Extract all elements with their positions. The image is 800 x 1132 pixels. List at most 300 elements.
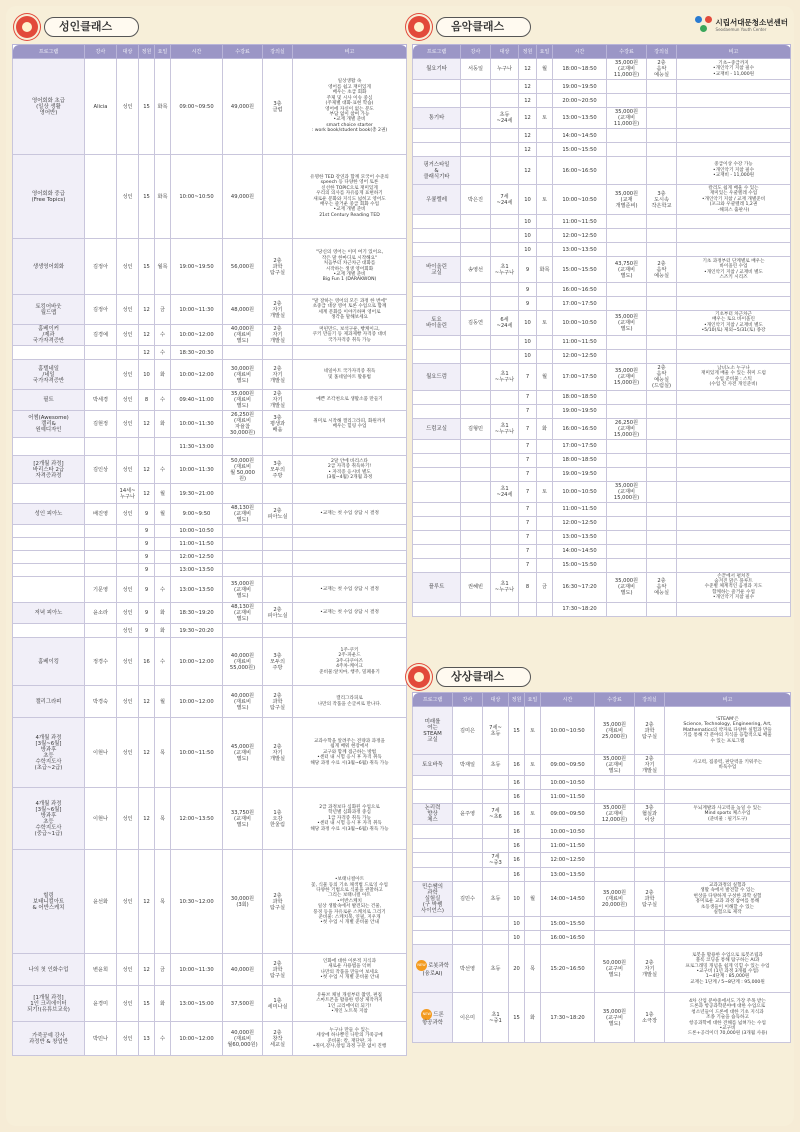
cell-target <box>117 538 139 551</box>
cell-program: 플루트 <box>413 572 461 602</box>
cell-day: 토 <box>525 707 541 755</box>
cell-teacher: 김미은 <box>453 707 483 755</box>
imagination-class-table <box>412 692 791 1043</box>
cell-capacity: 12 <box>139 456 155 484</box>
cell-fee: 40,000원 <box>223 954 263 986</box>
cell-capacity: 16 <box>509 776 525 790</box>
cell-time: 19:30~20:20 <box>171 624 223 638</box>
cell-note <box>665 790 791 804</box>
cell-note <box>677 108 791 129</box>
table-row <box>413 257 791 283</box>
cell-fee: 50,000원 (교구비 별도) <box>595 945 635 993</box>
cell-time: 16:00~16:50 <box>553 418 607 439</box>
cell-time: 10:00~10:50 <box>171 155 223 239</box>
cell-room <box>647 243 677 257</box>
table-row <box>413 390 791 404</box>
cell-day: 수 <box>155 346 171 360</box>
cell-room <box>647 108 677 129</box>
center-logo <box>695 16 788 34</box>
cell-time: 10:00~12:00 <box>171 360 223 390</box>
cell-teacher <box>453 917 483 931</box>
cell-program <box>13 564 85 577</box>
cell-program: 토요 바이올린 <box>413 311 461 336</box>
cell-room <box>647 229 677 243</box>
table-row <box>413 931 791 945</box>
cell-target <box>483 931 509 945</box>
cell-teacher: 박민나 <box>85 1022 117 1056</box>
cell-day: 화 <box>155 624 171 638</box>
cell-note <box>677 530 791 544</box>
cell-note <box>677 439 791 453</box>
table-row <box>413 853 791 868</box>
cell-time: 15:00~15:50 <box>553 558 607 572</box>
cell-program <box>413 404 461 418</box>
cell-capacity: 12 <box>519 129 537 143</box>
table-row <box>413 825 791 839</box>
cell-target <box>491 439 519 453</box>
cell-teacher: 김동연 <box>461 311 491 336</box>
cell-program <box>413 439 461 453</box>
cell-note: 네일아트 국가자격증 취득 및 홈네일아트 활용법 <box>293 360 407 390</box>
cell-day: 토 <box>537 481 553 502</box>
cell-day <box>537 243 553 257</box>
table-row <box>13 986 407 1022</box>
cell-room: 2층 과학 탐구실 <box>635 707 665 755</box>
cell-teacher: 김형민 <box>461 418 491 439</box>
cell-fee: 35,000원 (교재비 15,000원) <box>607 481 647 502</box>
cell-time: 12:00~12:50 <box>541 853 595 868</box>
cell-room <box>263 438 293 456</box>
cell-room: 3층 클럽 <box>263 59 293 155</box>
cell-fee: 48,000원 <box>223 295 263 325</box>
cell-room <box>647 143 677 157</box>
cell-teacher <box>453 853 483 868</box>
adult-class-table <box>12 44 407 1056</box>
cell-room <box>263 538 293 551</box>
cell-program: 우쿨렐레 <box>413 185 461 215</box>
cell-program: 토킹어바웃 월드맵 <box>13 295 85 325</box>
cell-note <box>665 868 791 882</box>
cell-teacher <box>461 215 491 229</box>
cell-day: 수 <box>155 1022 171 1056</box>
cell-day: 수 <box>155 577 171 603</box>
cell-note: •교재는 첫 수업 상담 시 결정 <box>293 577 407 603</box>
cell-teacher: 정경수 <box>85 638 117 686</box>
cell-day <box>155 564 171 577</box>
cell-day <box>537 283 553 297</box>
cell-target: 성인 <box>117 686 139 718</box>
cell-room: 2층 과학 탐구실 <box>263 686 293 718</box>
cell-room <box>647 157 677 185</box>
cell-capacity: 16 <box>139 638 155 686</box>
cell-program: 월요드럼 <box>413 363 461 390</box>
cell-target: 성인 <box>117 155 139 239</box>
cell-time: 11:00~11:50 <box>553 215 607 229</box>
cell-day <box>537 349 553 363</box>
cell-teacher: 윤주영 <box>453 804 483 825</box>
cell-room <box>647 129 677 143</box>
table-row <box>13 360 407 390</box>
music-section-header <box>408 16 531 38</box>
cell-fee <box>607 516 647 530</box>
cell-capacity: 16 <box>509 790 525 804</box>
cell-capacity: 12 <box>139 411 155 438</box>
cell-day <box>537 143 553 157</box>
cell-fee <box>223 538 263 551</box>
cell-teacher <box>461 335 491 349</box>
cell-fee <box>595 917 635 931</box>
cell-day: 토 <box>537 108 553 129</box>
cell-note: 교과수학을 알려주는 전략과 과정을 쉽게 배워 현장에서 교구와 함께 접근하는 방법 •센터 내 시험 응시 후 자격 취득 해당 과정 수료 시(3월~6월) 취득 가능 <box>293 718 407 788</box>
cell-capacity: 7 <box>519 516 537 530</box>
cell-program: 통기타 <box>413 108 461 129</box>
cell-fee: 35,000원 (재료비 별도) <box>223 390 263 411</box>
cell-program <box>413 544 461 558</box>
cell-capacity: 12 <box>519 108 537 129</box>
cell-note: 칼리도 쉽게 배울 수 있는 재미있는 우쿨렐레 수업 •개인악기 지참 / 교재 개별준비 (포크와 우쿨렐레 1,2권 -해피스 출판사) <box>677 185 791 215</box>
cell-time: 10:00~11:30 <box>171 411 223 438</box>
cell-capacity: 16 <box>509 804 525 825</box>
cell-time: 17:30~18:20 <box>553 602 607 616</box>
cell-fee: 35,000원 (교재비 11,000원) <box>607 59 647 80</box>
cell-teacher <box>461 530 491 544</box>
cell-fee <box>607 243 647 257</box>
cell-fee <box>607 215 647 229</box>
cell-room: 2층 자기 개발실 <box>635 755 665 776</box>
cell-target: 7세 ~24세 <box>491 185 519 215</box>
table-row <box>13 504 407 525</box>
table-row <box>413 530 791 544</box>
cell-target: 성인 <box>117 360 139 390</box>
cell-capacity: 15 <box>139 986 155 1022</box>
table-row <box>13 577 407 603</box>
cell-fee: 26,250원 (재료비 자율참 30,000원) <box>223 411 263 438</box>
cell-room <box>647 297 677 311</box>
table-row <box>413 602 791 616</box>
cell-target <box>491 502 519 516</box>
cell-note <box>677 129 791 143</box>
cell-target <box>491 94 519 108</box>
cell-fee <box>607 129 647 143</box>
cell-target <box>117 551 139 564</box>
cell-capacity: 9 <box>139 624 155 638</box>
cell-teacher <box>461 453 491 467</box>
table-row <box>413 868 791 882</box>
cell-time: 10:00~11:30 <box>171 456 223 484</box>
cell-capacity: 12 <box>139 686 155 718</box>
cell-day <box>537 390 553 404</box>
cell-fee: 35,000원 (교재 개별준비) <box>607 185 647 215</box>
cell-day <box>537 544 553 558</box>
column-header-room: 강의실 <box>647 45 677 59</box>
cell-fee <box>607 349 647 363</box>
cell-fee: 49,000원 <box>223 59 263 155</box>
cell-note <box>293 551 407 564</box>
cell-teacher <box>461 481 491 502</box>
cell-capacity: 15 <box>139 59 155 155</box>
cell-capacity: 15 <box>139 239 155 295</box>
cell-room: 2층 자기 개발실 <box>263 325 293 346</box>
cell-time: 16:00~16:50 <box>553 157 607 185</box>
cell-program: 어썸(Awesome) 캘리& 원예디자인 <box>13 411 85 438</box>
cell-capacity: 9 <box>519 283 537 297</box>
cell-target: 성인 <box>117 986 139 1022</box>
cell-capacity: 8 <box>519 572 537 602</box>
table-row <box>13 850 407 954</box>
cell-day: 토 <box>537 185 553 215</box>
cell-room: 3층 도시속 작은학교 <box>647 185 677 215</box>
cell-program <box>413 839 453 853</box>
cell-note: 교과과정의 실험과 생활 속에서 발견할 수 있는 현상을 다양하게 구성한 과학 실험 흥미로운 교과 과정 참여를 통해 초등생들이 이해할 수 있는 실험으로 제작 <box>665 882 791 917</box>
cell-room <box>635 839 665 853</box>
cell-room <box>263 155 293 239</box>
cell-target <box>491 602 519 616</box>
cell-teacher <box>461 516 491 530</box>
cell-target: 초1 ~누구나 <box>491 257 519 283</box>
cell-note <box>293 525 407 538</box>
program-name: 로봇과학 (융로AI) <box>422 963 449 978</box>
cell-teacher <box>461 558 491 572</box>
table-row <box>13 438 407 456</box>
cell-fee <box>607 335 647 349</box>
cell-room: 2층 자기 개발실 <box>635 945 665 993</box>
cell-note <box>293 346 407 360</box>
cell-capacity: 7 <box>519 544 537 558</box>
cell-program: 논리력 향상 체스 <box>413 804 453 825</box>
cell-note: 캘리그라피로 나만의 작품을 손글씨로 만나다. <box>293 686 407 718</box>
cell-program: [1개월 과정] 1인 크리에이터 되기!(유튜브교육) <box>13 986 85 1022</box>
cell-time: 17:30~18:20 <box>541 993 595 1043</box>
cell-day: 토 <box>525 804 541 825</box>
cell-teacher <box>453 776 483 790</box>
cell-fee: 49,000원 <box>223 155 263 239</box>
cell-note <box>677 94 791 108</box>
column-header-capacity: 정원 <box>139 45 155 59</box>
cell-target <box>491 453 519 467</box>
cell-time: 13:00~13:50 <box>553 530 607 544</box>
cell-note: 2급 과정보다 심화된 수업으로 학년별 심화과정 중심 1급 자격증 취득 가능 •센터 내 시험 응시 후 자격 취득 해당 과정 수료 시(3월~6월) 취득 가능 <box>293 788 407 850</box>
cell-capacity: 7 <box>519 439 537 453</box>
cell-target: 누구나 <box>491 59 519 80</box>
cell-program: 4개월 과정 [3월~6월] 방과후 초등 수학지도사 (중급~1급) <box>13 788 85 850</box>
cell-note <box>665 839 791 853</box>
cell-teacher: Alicia <box>85 59 117 155</box>
cell-day: 목 <box>525 945 541 993</box>
cell-day <box>537 453 553 467</box>
cell-program: 저녁 피아노 <box>13 603 85 624</box>
cell-teacher: 윤소라 <box>85 603 117 624</box>
cell-time: 10:00~11:30 <box>171 954 223 986</box>
cell-note <box>677 502 791 516</box>
cell-target <box>117 438 139 456</box>
cell-capacity: 9 <box>139 564 155 577</box>
cell-time: 18:00~18:50 <box>553 59 607 80</box>
cell-capacity: 10 <box>519 311 537 336</box>
cell-room: 3층 협실과 이상 <box>635 804 665 825</box>
logo-name: 시립서대문청소년센터 <box>715 18 788 27</box>
cell-fee <box>607 80 647 94</box>
cell-fee: 35,000원 (교재비 15,000원) <box>607 363 647 390</box>
cell-target: 성인 <box>117 59 139 155</box>
cell-time: 12:00~12:50 <box>553 229 607 243</box>
cell-day: 금 <box>155 295 171 325</box>
cell-note <box>677 229 791 243</box>
cell-note: "말 잘하는 영어의 모든 과정 한 번에" 초중급 대상 영어 토론 수업으로 함께 세계 문화를 이야기하며 영어로 생각을 말해보세요 <box>293 295 407 325</box>
cell-capacity: 16 <box>509 755 525 776</box>
cell-program <box>413 129 461 143</box>
table-row <box>413 297 791 311</box>
cell-day <box>537 129 553 143</box>
cell-fee: 30,000원 (재료비 별도) <box>223 360 263 390</box>
cell-capacity: 10 <box>509 931 525 945</box>
cell-target: 초1 ~누구나 <box>491 418 519 439</box>
cell-room: 3층 모두의 주방 <box>263 638 293 686</box>
cell-teacher <box>461 602 491 616</box>
cell-fee: 40,000원 (재료비 55,000원) <box>223 638 263 686</box>
cell-fee <box>607 558 647 572</box>
table-row <box>13 1022 407 1056</box>
cell-room: 2층 피아노실 <box>263 603 293 624</box>
cell-time: 17:00~17:50 <box>553 363 607 390</box>
cell-time: 19:00~19:50 <box>553 404 607 418</box>
cell-note <box>293 438 407 456</box>
cell-fee: 35,000원 (교재비 별도) <box>607 311 647 336</box>
table-row <box>413 790 791 804</box>
program-name: 드론 항공과학 <box>422 1012 444 1027</box>
cell-capacity: 12 <box>139 788 155 850</box>
cell-program <box>413 776 453 790</box>
cell-target <box>491 157 519 185</box>
cell-target: 성인 <box>117 624 139 638</box>
cell-time: 15:00~15:50 <box>553 143 607 157</box>
cell-note: 일상생활 속 영어를 쉽고 재미있게 배우는 초급 회화 주제 및 시사 이슈 중심 (주제별 대화·표현 학습) 영어에 자신이 없는 분도 부담 없이 참여 가능 •교재 개별 준비 smart choice starter : work book/student book(총 2권) <box>293 59 407 155</box>
cell-target <box>491 558 519 572</box>
cell-day: 월 <box>537 59 553 80</box>
cell-time: 11:00~11:50 <box>553 335 607 349</box>
table-row <box>413 882 791 917</box>
cell-capacity: 16 <box>509 839 525 853</box>
cell-room <box>647 481 677 502</box>
cell-teacher <box>85 551 117 564</box>
cell-capacity: 9 <box>139 525 155 538</box>
cell-program <box>413 229 461 243</box>
table-row <box>413 404 791 418</box>
cell-day: 화목 <box>155 155 171 239</box>
cell-program <box>413 453 461 467</box>
table-row <box>413 516 791 530</box>
cell-target <box>483 917 509 931</box>
cell-note <box>677 143 791 157</box>
table-row <box>413 418 791 439</box>
cell-target <box>117 525 139 538</box>
cell-target <box>491 530 519 544</box>
table-row <box>413 776 791 790</box>
cell-room <box>635 776 665 790</box>
cell-note: 기초 과정부터 단계별로 배우는 바이올린 수업 •개인악기 지참 / 교재비 별도 스즈키 시리즈 <box>677 257 791 283</box>
cell-time: 13:00~15:00 <box>171 986 223 1022</box>
cell-time: 19:00~19:50 <box>171 239 223 295</box>
table-row <box>413 804 791 825</box>
cell-fee <box>223 484 263 504</box>
cell-note: 'STEAM'은 Science, Technology, Engineering, Art, Mathematics의 약자로 다양한 실험과 만들 기를 통해 각 분야의 지식을 융합적으로 배울 수 있는 프로그램 <box>665 707 791 755</box>
cell-day <box>525 790 541 804</box>
table-row <box>13 954 407 986</box>
cell-room <box>647 544 677 558</box>
cell-note <box>665 917 791 931</box>
cell-time: 12:00~12:50 <box>553 516 607 530</box>
cell-note <box>677 297 791 311</box>
cell-note <box>665 853 791 868</box>
cell-program <box>413 516 461 530</box>
cell-note: 예쁜 조각천으로 생활소품 만들기 <box>293 390 407 411</box>
cell-capacity: 12 <box>139 954 155 986</box>
cell-capacity: 12 <box>519 94 537 108</box>
cell-teacher: 김민수 <box>453 882 483 917</box>
cell-teacher <box>461 390 491 404</box>
cell-capacity: 12 <box>139 346 155 360</box>
cell-fee <box>595 790 635 804</box>
adult-section-header <box>16 16 139 38</box>
cell-note <box>677 516 791 530</box>
cell-teacher: 기문영 <box>85 577 117 603</box>
cell-target: 초1 ~누구나 <box>491 363 519 390</box>
cell-teacher <box>461 544 491 558</box>
cell-teacher: 박재일 <box>453 755 483 776</box>
cell-teacher <box>461 502 491 516</box>
cell-capacity: 10 <box>519 215 537 229</box>
cell-capacity: 12 <box>139 718 155 788</box>
cell-target: 성인 <box>117 295 139 325</box>
cell-room: 1층 오감 한울림 <box>263 788 293 850</box>
cell-teacher <box>461 363 491 390</box>
cell-day: 월목 <box>155 239 171 295</box>
cell-fee: 48,130원 (교재비 별도) <box>223 504 263 525</box>
cell-teacher: 김인상 <box>85 456 117 484</box>
cell-teacher: 김정아 <box>85 295 117 325</box>
cell-fee <box>595 839 635 853</box>
cell-time: 12:00~12:50 <box>171 551 223 564</box>
cell-target <box>491 349 519 363</box>
cell-time: 10:00~11:50 <box>171 718 223 788</box>
cell-program: 가죽공예 강사 과정반 & 창업반 <box>13 1022 85 1056</box>
cell-teacher <box>453 839 483 853</box>
cell-fee <box>223 525 263 538</box>
cell-day <box>537 516 553 530</box>
table-row <box>413 572 791 602</box>
cell-program: 필트 <box>13 390 85 411</box>
cell-time: 15:20~16:50 <box>541 945 595 993</box>
cell-time: 10:00~10:50 <box>541 776 595 790</box>
cell-target <box>491 283 519 297</box>
cell-day <box>525 917 541 931</box>
cell-capacity: 9 <box>519 257 537 283</box>
cell-room: 2층 음악 예능실 <box>647 257 677 283</box>
cell-capacity: 12 <box>519 80 537 94</box>
table-row <box>413 363 791 390</box>
cell-time: 09:00~09:50 <box>541 804 595 825</box>
cell-teacher <box>85 564 117 577</box>
table-row <box>413 80 791 94</box>
cell-time: 19:30~21:00 <box>171 484 223 504</box>
cell-program <box>413 558 461 572</box>
cell-target <box>491 390 519 404</box>
table-row <box>13 456 407 484</box>
cell-note <box>293 538 407 551</box>
cell-time: 16:30~17:20 <box>553 572 607 602</box>
cell-program <box>413 283 461 297</box>
cell-fee: 35,000원 (교구비 별도) <box>595 993 635 1043</box>
table-row <box>13 155 407 239</box>
